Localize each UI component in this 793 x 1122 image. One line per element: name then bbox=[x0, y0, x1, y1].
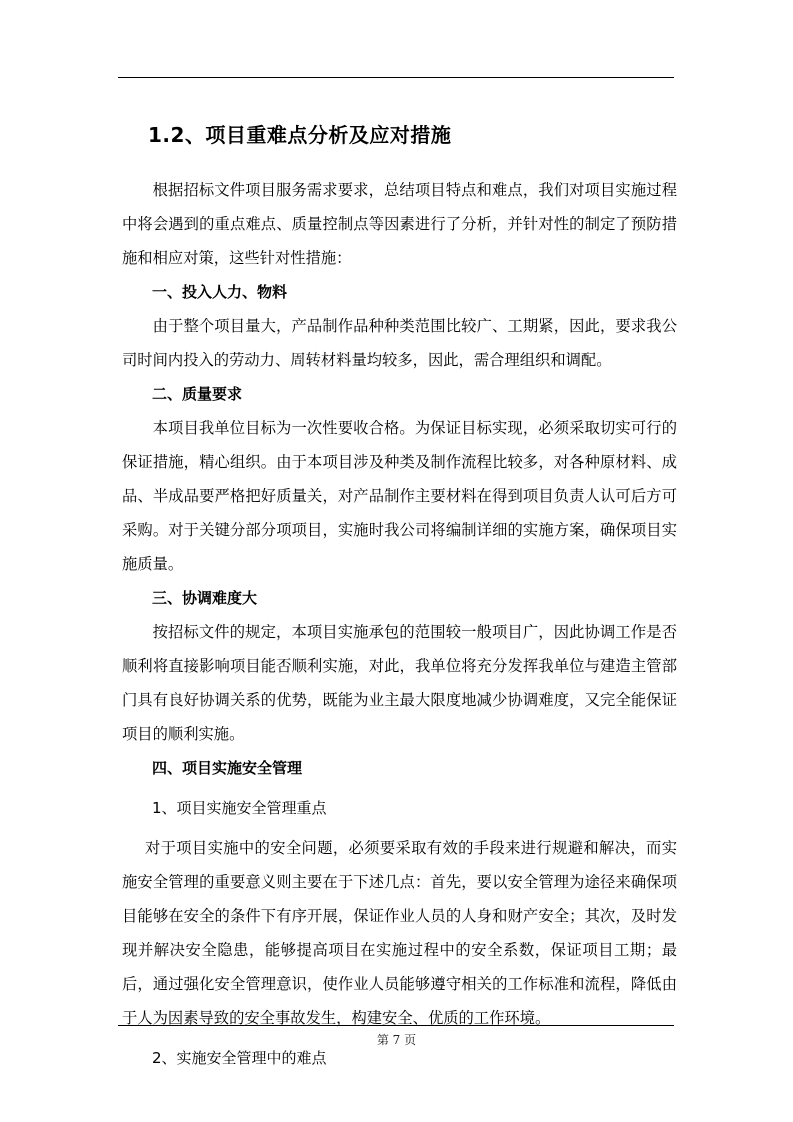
page-number: 第 7 页 bbox=[376, 1033, 417, 1047]
subsection-heading-4-2: 2、实施安全管理中的难点 bbox=[152, 1049, 327, 1067]
section-body-3: 按招标文件的规定，本项目实施承包的范围较一般项目广，因此协调工作是否顺利将直接影响项目能否顺利实施，对此，我单位将充分发挥我单位与建造主管部门具有良好协调关系的优势，既能为业主最大限度地减少协调难度，又完全能保证项目的顺利实施。 bbox=[122, 623, 677, 743]
document-body bbox=[122, 173, 677, 1075]
header-rule bbox=[118, 77, 674, 78]
section-heading-2: 二、质量要求 bbox=[152, 385, 243, 403]
intro-paragraph: 根据招标文件项目服务需求要求，总结项目特点和难点，我们对项目实施过程中将会遇到的重点难点、质量控制点等因素进行了分析，并针对性的制定了预防措施和相应对策，这些针对性措施： bbox=[122, 181, 677, 267]
section-heading-1: 一、投入人力、物料 bbox=[152, 283, 288, 301]
section-body-2: 本项目我单位目标为一次性要收合格。为保证目标实现，必须采取切实可行的保证措施，精心组织。由于本项目涉及种类及制作流程比较多，对各种原材料、成品、半成品要严格把好质量关，对产品制作主要材料在得到项目负责人认可后方可采购。对于关键分部分项项目，实施时我公司将编制详细的实施方案，确保项目实施质量。 bbox=[122, 419, 677, 573]
section-heading-4: 四、项目实施安全管理 bbox=[152, 759, 303, 777]
subsection-body-4-1: 对于项目实施中的安全问题，必须要采取有效的手段来进行规避和解决，而实施安全管理的重要意义则主要在于下述几点：首先，要以安全管理为途径来确保项目能够在安全的条件下有序开展，保证作业人员的人身和财产安全；其次，及时发现并解决安全隐患，能够提高项目在实施过程中的安全系数，保证项目工期；最后，通过强化安全管理意识，使作业人员能够遵守相关的工作标准和流程，降低由于人为因素导致的安全事故发生，构建安全、优质的工作环境。 bbox=[122, 839, 677, 1027]
subsection-heading-4-1: 1、项目实施安全管理重点 bbox=[152, 799, 327, 817]
page-title: 1.2、项目重难点分析及应对措施 bbox=[148, 123, 452, 147]
section-heading-3: 三、协调难度大 bbox=[152, 589, 258, 607]
footer-rule bbox=[118, 1025, 674, 1026]
section-body-1: 由于整个项目量大，产品制作品种种类范围比较广、工期紧，因此，要求我公司时间内投入的劳动力、周转材料量均较多，因此，需合理组织和调配。 bbox=[122, 317, 677, 369]
